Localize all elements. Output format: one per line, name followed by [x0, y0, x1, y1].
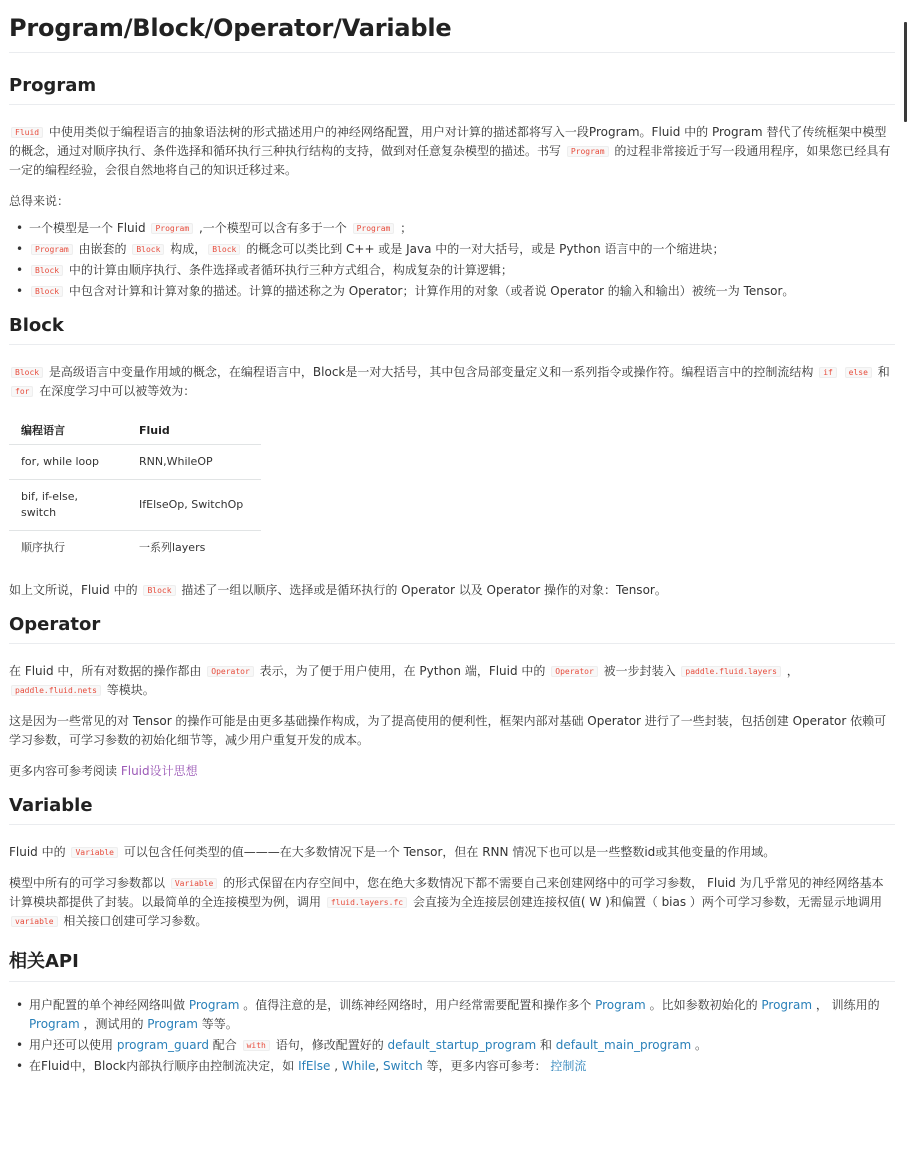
- text: 等等。: [197, 1017, 238, 1031]
- design-doc-link[interactable]: Fluid设计思想: [120, 764, 198, 778]
- text: 语句，修改配置好的: [271, 1038, 388, 1052]
- api-list: [9, 996, 895, 1076]
- page-title: Program/Block/Operator/Variable: [9, 14, 895, 53]
- equivalence-table: [9, 413, 261, 565]
- text: 表示，为了便于用户使用，在 Python 端，Fluid 中的: [255, 664, 550, 678]
- inline-code: Program: [567, 146, 609, 157]
- program-paragraph: [9, 123, 895, 180]
- inline-code: Operator: [207, 666, 254, 677]
- default-main-program-link[interactable]: default_main_program: [555, 1038, 692, 1052]
- text: 相关接口创建可学习参数。: [59, 914, 208, 928]
- text: 如上文所说，Fluid 中的: [9, 583, 142, 597]
- list-item: [29, 1036, 895, 1055]
- text: ，测试用的: [79, 1017, 148, 1031]
- text: 。: [691, 1038, 708, 1052]
- variable-paragraph: [9, 843, 895, 862]
- text: ， 训练用的: [812, 998, 880, 1012]
- text: 和: [873, 365, 890, 379]
- text: 和: [536, 1038, 556, 1052]
- summary-text: 总得来说：: [9, 194, 70, 208]
- text: 由嵌套的: [74, 242, 131, 256]
- table-row: [9, 531, 261, 566]
- section-heading-program: Program: [9, 75, 895, 105]
- inline-code: Fluid: [11, 127, 43, 138]
- text: 中使用类似于编程语言的抽象语法树的形式描述用户的神经网络配置，用户对计算的描述都将写入一段Program。Fluid 中的 Program 替代了传统框架中模型的概念，通过对顺序执行、条件选择和循环执行三种执行结构的支持，做到对任意复杂模型的描述。书写: [9, 125, 887, 158]
- text: 在深度学习中可以被等效为：: [35, 384, 196, 398]
- program-list: [9, 219, 895, 301]
- inline-code: Block: [31, 286, 63, 297]
- operator-paragraph: [9, 662, 895, 700]
- table-header-cell: 编程语言: [9, 413, 127, 445]
- text: 的形式保留在内存空间中，您在绝大多数情况下都不需要自己来创建网络中的可学习参数， Fluid 为几乎常见的神经网络基本计算模块都提供了封装。以最简单的全连接模型为例，调用: [9, 876, 884, 909]
- list-item: [29, 996, 895, 1034]
- inline-code: if: [819, 367, 837, 378]
- table-cell: 顺序执行: [21, 541, 65, 554]
- inline-code: with: [243, 1040, 270, 1051]
- text: 配合: [208, 1038, 241, 1052]
- text: ，: [782, 664, 799, 678]
- text: ,: [330, 1059, 342, 1073]
- table-cell: bif, if-else, switch: [9, 480, 127, 531]
- text: 描述了一组以顺序、选择或是循环执行的 Operator 以及 Operator 操作的对象：Tensor。: [177, 583, 667, 597]
- list-item: [29, 282, 895, 301]
- block-paragraph: [9, 363, 895, 401]
- inline-code: Variable: [71, 847, 118, 858]
- text: 可以包含任何类型的值———在大多数情况下是一个 Tensor，但在 RNN 情况下也可以是一些整数id或其他变量的作用域。: [119, 845, 776, 859]
- table-cell: IfElseOp, SwitchOp: [127, 480, 261, 531]
- list-item: [29, 240, 895, 259]
- inline-code: paddle.fluid.layers: [681, 666, 781, 677]
- scrollbar-thumb[interactable]: [904, 22, 907, 122]
- text: ,一个模型可以含有多于一个: [195, 221, 351, 235]
- text: 构成，: [166, 242, 207, 256]
- operator-detail-paragraph: 这是因为一些常见的对 Tensor 的操作可能是由更多基础操作构成，为了提高使用的便利性，框架内部对基础 Operator 进行了一些封装，包括创建 Operator 依赖可学习参数，可学习参数的初始化细节等，减少用户重复开发的成本。: [9, 714, 887, 747]
- scrollbar[interactable]: [902, 0, 908, 1172]
- inline-code: Block: [208, 244, 240, 255]
- list-item: [29, 1057, 895, 1076]
- inline-code: else: [845, 367, 872, 378]
- text: 。比如参数初始化的: [645, 998, 762, 1012]
- inline-code: Program: [353, 223, 395, 234]
- program-link[interactable]: Program: [29, 1017, 80, 1031]
- table-header-row: [9, 413, 261, 445]
- text: 等，更多内容可参考：: [422, 1059, 551, 1073]
- text: Fluid 中的: [9, 845, 70, 859]
- text: 是高级语言中变量作用域的概念，在编程语言中，Block是一对大括号，其中包含局部变量定义和一系列指令或操作符。编程语言中的控制流结构: [45, 365, 818, 379]
- section-heading-api: 相关API: [9, 947, 895, 982]
- section-heading-variable: Variable: [9, 795, 895, 825]
- text: 的概念可以类比到 C++ 或是 Java 中的一对大括号，或是 Python 语言中的一个缩进块；: [242, 242, 725, 256]
- table-cell: 一系列layers: [139, 541, 206, 554]
- while-link[interactable]: While: [341, 1059, 376, 1073]
- inline-code: Operator: [551, 666, 598, 677]
- text: 会直接为全连接层创建连接权值( W )和偏置（ bias ）两个可学习参数，无需显示地调用: [409, 895, 882, 909]
- text: 被一步封装入: [599, 664, 680, 678]
- table-row: [9, 480, 261, 531]
- operator-reference-paragraph: [9, 762, 895, 781]
- text: 在Fluid中，Block内部执行顺序由控制流决定，如: [29, 1059, 299, 1073]
- inline-code: Block: [11, 367, 43, 378]
- list-item: [29, 219, 895, 238]
- text: 中包含对计算和计算对象的描述。计算的描述称之为 Operator；计算作用的对象（或者说 Operator 的输入和输出）被统一为 Tensor。: [65, 284, 795, 298]
- control-flow-link[interactable]: 控制流: [550, 1059, 587, 1073]
- program-link[interactable]: Program: [188, 998, 240, 1012]
- inline-code: Variable: [171, 878, 218, 889]
- text: 模型中所有的可学习参数都以: [9, 876, 169, 890]
- text: 中的计算由顺序执行、条件选择或者循环执行三种方式组合，构成复杂的计算逻辑；: [65, 263, 513, 277]
- text: 用户还可以使用: [29, 1038, 117, 1052]
- table-row: [9, 445, 261, 480]
- inline-code: Block: [143, 585, 175, 596]
- text: 一个模型是一个 Fluid: [29, 221, 150, 235]
- ifelse-link[interactable]: IfElse: [298, 1059, 331, 1073]
- text: 的过程非常接近于写一段通用程序，如果您已经具有一定的编程经验，会很自然地将自己的知识迁移过来。: [9, 144, 891, 177]
- inline-code: fluid.layers.fc: [327, 897, 407, 908]
- section-heading-block: Block: [9, 315, 895, 345]
- program-link[interactable]: Program: [595, 998, 646, 1012]
- default-startup-program-link[interactable]: default_startup_program: [387, 1038, 537, 1052]
- text: 用户配置的单个神经网络叫做: [29, 998, 189, 1012]
- program-link[interactable]: Program: [761, 998, 813, 1012]
- inline-code: Program: [31, 244, 73, 255]
- inline-code: Block: [132, 244, 164, 255]
- text: 更多内容可参考阅读: [9, 764, 121, 778]
- inline-code: Program: [151, 223, 193, 234]
- inline-code: variable: [11, 916, 58, 927]
- program-guard-link[interactable]: program_guard: [116, 1038, 209, 1052]
- block-summary-paragraph: [9, 581, 895, 600]
- inline-code: Block: [31, 265, 63, 276]
- text: ,: [375, 1059, 384, 1073]
- document-page: [9, 0, 895, 1078]
- inline-code: for: [11, 386, 33, 397]
- section-heading-operator: Operator: [9, 614, 895, 644]
- table-cell: for, while loop: [9, 445, 127, 480]
- inline-code: paddle.fluid.nets: [11, 685, 101, 696]
- text: 等模块。: [102, 683, 155, 697]
- table-header-cell: Fluid: [127, 413, 261, 445]
- text: 。值得注意的是，训练神经网络时，用户经常需要配置和操作多个: [239, 998, 596, 1012]
- text: 在 Fluid 中，所有对数据的操作都由: [9, 664, 206, 678]
- program-link[interactable]: Program: [147, 1017, 198, 1031]
- table-cell: RNN,WhileOP: [127, 445, 261, 480]
- text: ；: [396, 221, 413, 235]
- list-item: [29, 261, 895, 280]
- switch-link[interactable]: Switch: [383, 1059, 423, 1073]
- variable-detail-paragraph: [9, 874, 895, 931]
